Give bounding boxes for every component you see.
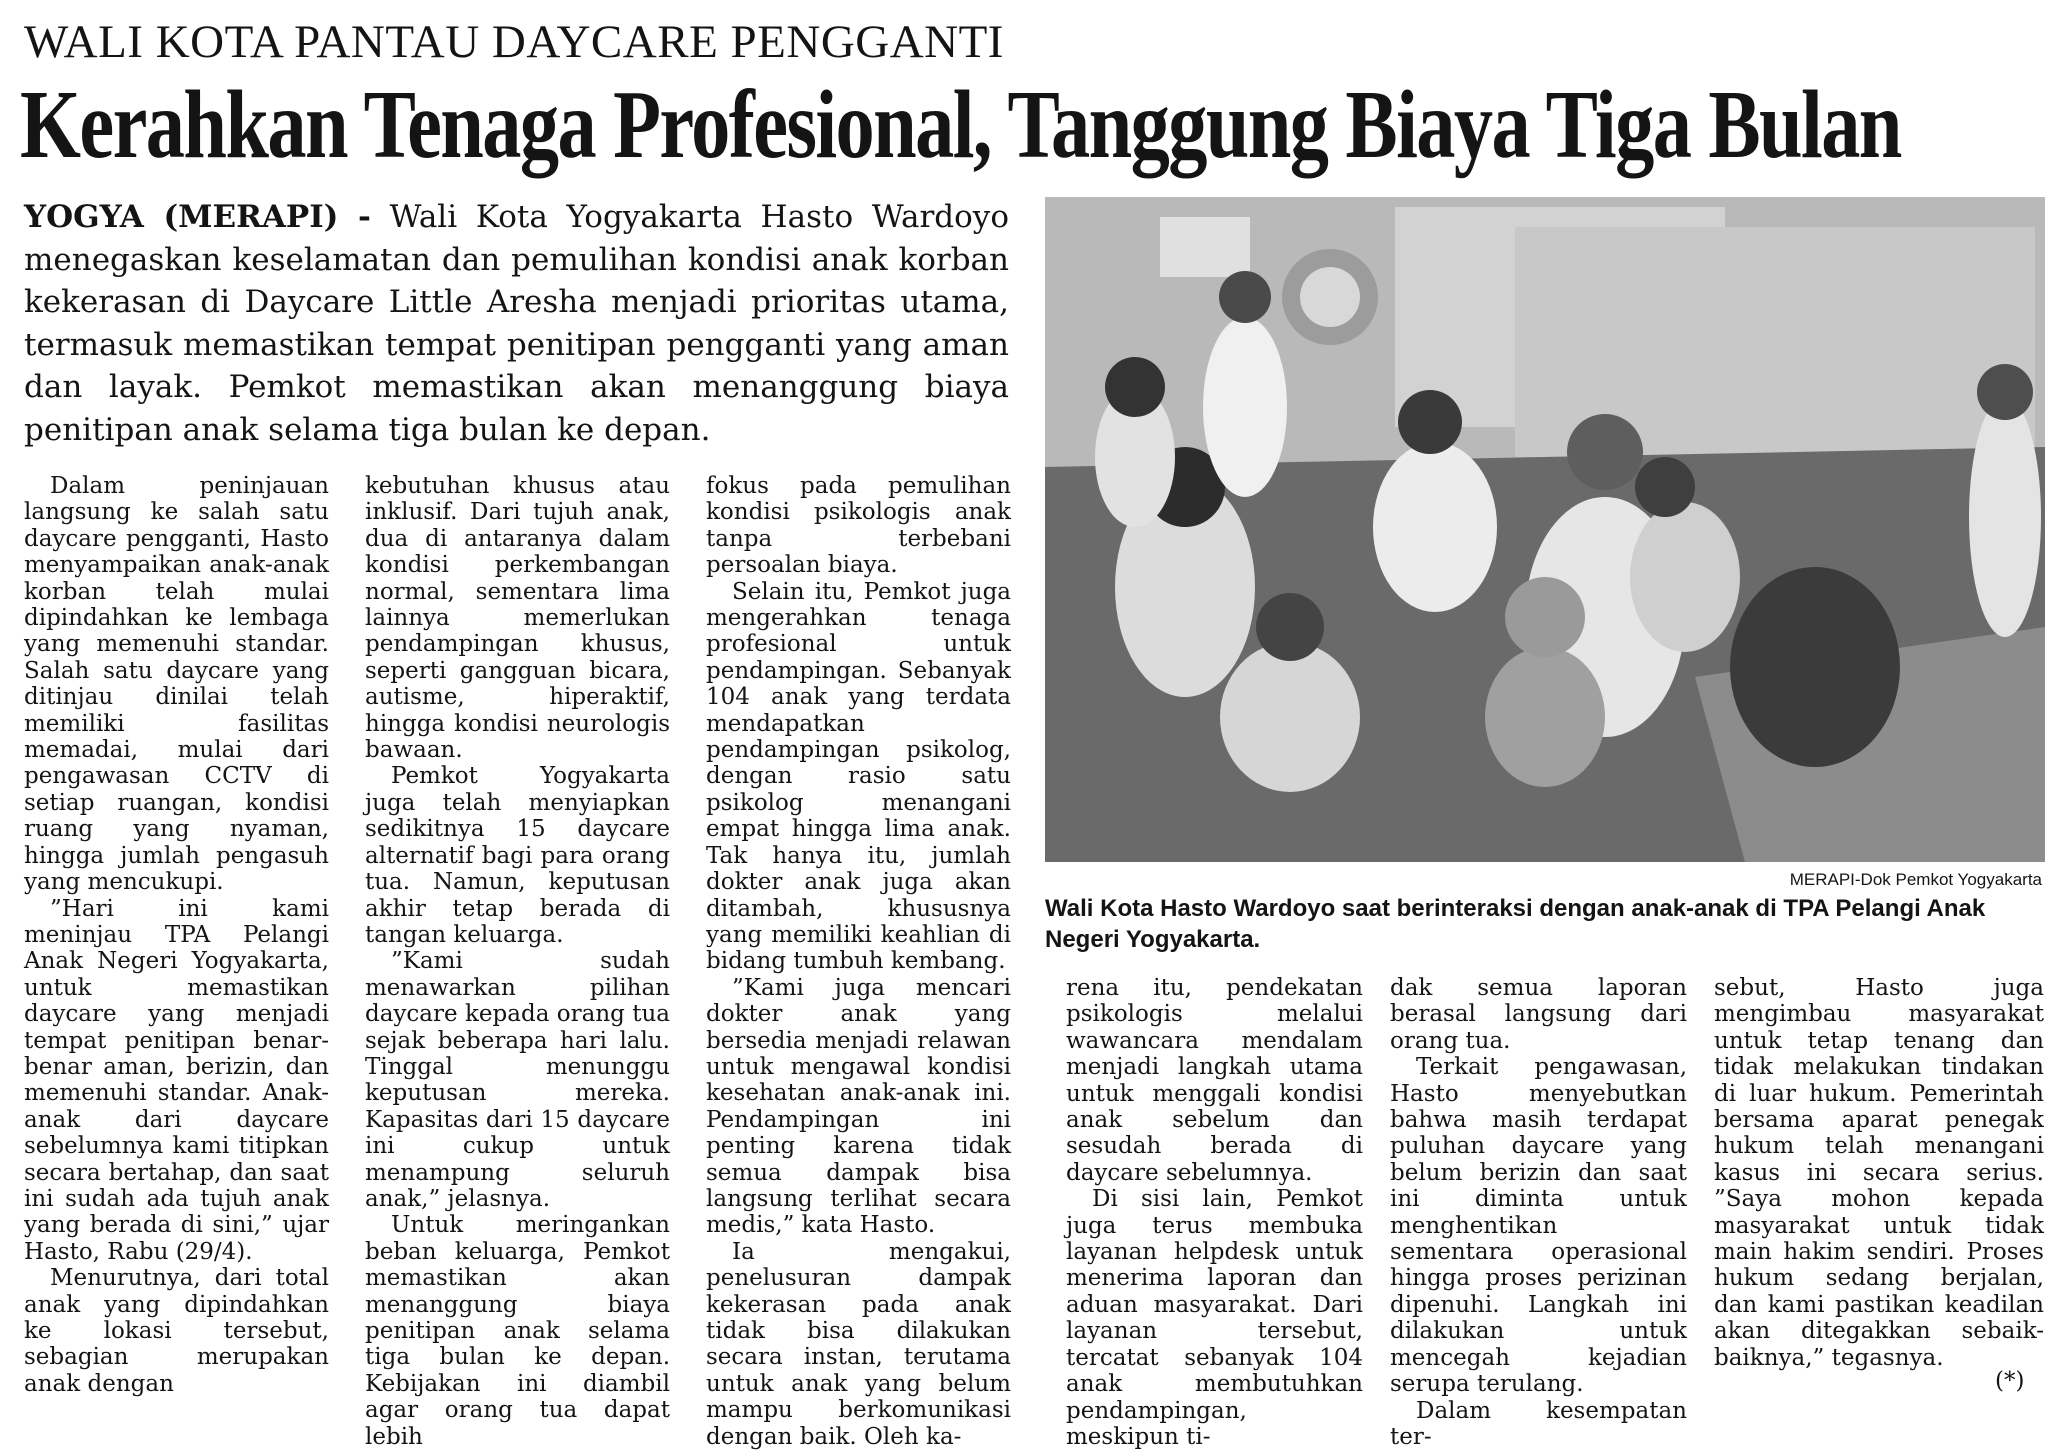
paragraph: Dalam peninjauan langsung ke salah satu daycare pengganti, Hasto menyampaikan anak-anak korban telah mulai dipindahkan ke lembaga yang memenuhi standar. Salah satu daycare yang ditinjau dinilai telah memiliki fasilitas memadai, mulai dari pengawasan CCTV di setiap ruangan, kondisi ruang yang nyaman, hingga jumlah pengasuh yang mencukupi. [24, 473, 329, 896]
paragraph: kebutuhan khusus atau inklusif. Dari tujuh anak, dua di antaranya dalam kondisi perkembangan normal, sementara lima lainnya memerlukan pendampingan khusus, seperti gangguan bicara, autisme, hiperaktif, hingga kondisi neurologis bawaan. [365, 473, 670, 763]
lead-text: Wali Kota Yogyakarta Hasto Wardoyo menegaskan keselamatan dan pemulihan kondisi anak korban kekerasan di Daycare Little Aresha menjadi prioritas utama, termasuk memastikan tempat penitipan pengganti yang aman dan layak. Pemkot memastikan akan menanggung biaya penitipan anak selama tiga bulan ke depan. [24, 199, 1009, 448]
article-column-4 [1066, 975, 1363, 1398]
article-column-1 [24, 473, 329, 1398]
paragraph: ”Kami juga mencari dokter anak yang bersedia menjadi relawan untuk mengawal kondisi kesehatan anak-anak ini. Pendampingan ini penting karena tidak semua dampak bisa langsung terlihat secara medis,” kata Hasto. [706, 975, 1011, 1239]
paragraph: Selain itu, Pemkot juga mengerahkan tenaga profesional untuk pendampingan. Sebanyak 104 anak yang terdata mendapatkan pendampingan psikolog, dengan rasio satu psikolog menangani empat hingga lima anak. Tak hanya itu, jumlah dokter anak juga akan ditambah, khususnya yang memiliki keahlian di bidang tumbuh kembang. [706, 579, 1011, 975]
article-column-3 [706, 473, 1011, 1398]
article-column-6 [1714, 975, 2044, 1398]
article-headline: Kerahkan Tenaga Profesional, Tanggung Biaya Tiga Bulan [20, 70, 1644, 180]
photo-caption: Wali Kota Hasto Wardoyo saat berinteraksi dengan anak-anak di TPA Pelangi Anak Negeri Yogyakarta. [1045, 893, 2045, 955]
paragraph: fokus pada pemulihan kondisi psikologis anak tanpa terbebani persoalan biaya. [706, 473, 1011, 579]
news-photo [1045, 197, 2045, 862]
paragraph: Dalam kesempatan ter- [1390, 1398, 1687, 1450]
paragraph: Terkait pengawasan, Hasto menyebutkan bahwa masih terdapat puluhan daycare yang belum berizin dan saat ini diminta untuk menghentikan sementara operasional hingga proses perizinan dipenuhi. Langkah ini dilakukan untuk mencegah kejadian serupa terulang. [1390, 1054, 1687, 1397]
article-column-2 [365, 473, 670, 1398]
paragraph: ”Hari ini kami meninjau TPA Pelangi Anak Negeri Yogyakarta, untuk memastikan daycare yang menjadi tempat penitipan benar-benar aman, berizin, dan memenuhi standar. Anak-anak dari daycare sebelumnya kami titipkan secara bertahap, dan saat ini sudah ada tujuh anak yang berada di sini,” ujar Hasto, Rabu (29/4). [24, 896, 329, 1266]
article-lead [24, 196, 1009, 451]
paragraph: Di sisi lain, Pemkot juga terus membuka layanan helpdesk untuk menerima laporan dan aduan masyarakat. Dari layanan tersebut, tercatat sebanyak 104 anak membutuhkan pendampingan, meskipun ti- [1066, 1186, 1363, 1450]
paragraph: ”Kami sudah menawarkan pilihan daycare kepada orang tua sejak beberapa hari lalu. Tinggal menunggu keputusan mereka. Kapasitas dari 15 daycare ini cukup untuk menampung seluruh anak,” jelasnya. [365, 948, 670, 1212]
paragraph: Pemkot Yogyakarta juga telah menyiapkan sedikitnya 15 daycare alternatif bagi para orang tua. Namun, keputusan akhir tetap berada di tangan keluarga. [365, 763, 670, 948]
paragraph: Untuk meringankan beban keluarga, Pemkot memastikan akan menanggung biaya penitipan anak selama tiga bulan ke depan. Kebijakan ini diambil agar orang tua dapat lebih [365, 1212, 670, 1450]
dateline: YOGYA (MERAPI) - [24, 199, 371, 235]
article-kicker: WALI KOTA PANTAU DAYCARE PENGGANTI [24, 14, 1424, 70]
paragraph: Menurutnya, dari total anak yang dipindahkan ke lokasi tersebut, sebagian merupakan anak dengan [24, 1265, 329, 1397]
paragraph: rena itu, pendekatan psikologis melalui wawancara mendalam menjadi langkah utama untuk menggali kondisi anak sebelum dan sesudah berada di daycare sebelumnya. [1066, 975, 1363, 1186]
end-mark: (*) [1995, 1368, 2024, 1394]
paragraph: sebut, Hasto juga mengimbau masyarakat untuk tetap tenang dan tidak melakukan tindakan di luar hukum. Pemerintah bersama aparat penegak hukum telah menangani kasus ini secara serius. ”Saya mohon kepada masyarakat untuk tidak main hakim sendiri. Proses hukum sedang berjalan, dan kami pastikan keadilan akan ditegakkan sebaik-baiknya,” tegasnya. [1714, 975, 2044, 1371]
paragraph: dak semua laporan berasal langsung dari orang tua. [1390, 975, 1687, 1054]
article-column-5 [1390, 975, 1687, 1398]
paragraph: Ia mengakui, penelusuran dampak kekerasan pada anak tidak bisa dilakukan secara instan, terutama untuk anak yang belum mampu berkomunikasi dengan baik. Oleh ka- [706, 1239, 1011, 1450]
photo-credit: MERAPI-Dok Pemkot Yogyakarta [1045, 870, 2042, 890]
